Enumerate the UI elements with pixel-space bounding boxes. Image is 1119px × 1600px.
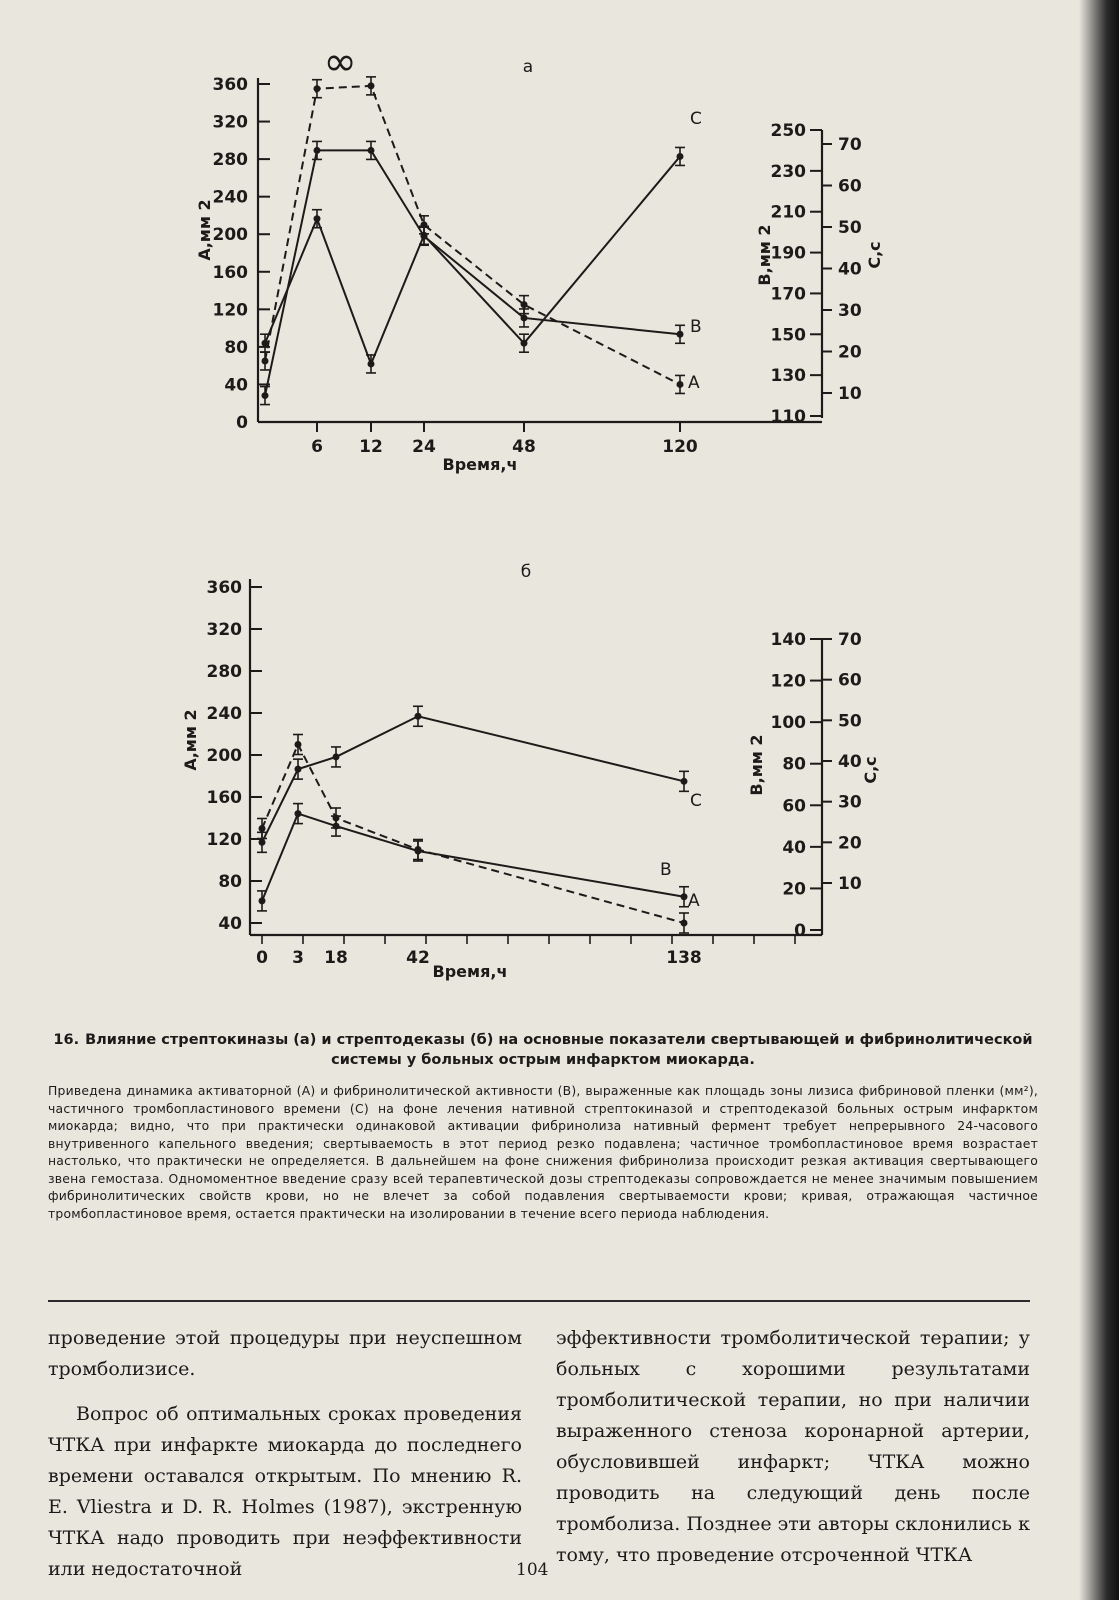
tick-label-a-right-c: 40 xyxy=(838,259,862,280)
separator-rule xyxy=(48,1300,1030,1302)
series-b-line-B xyxy=(262,814,684,901)
tick-label-a-left: 200 xyxy=(212,225,248,246)
figure-caption xyxy=(48,1030,1038,1222)
tick-label-a-left: 80 xyxy=(224,337,248,358)
tick-label-b-x: 42 xyxy=(406,948,430,968)
infinity-symbol: ∞ xyxy=(323,39,357,85)
tick-label-a-x: 12 xyxy=(359,437,383,457)
tick-label-a-x: 6 xyxy=(311,437,323,457)
tick-label-a-left: 40 xyxy=(224,375,248,396)
caption-title xyxy=(48,1030,1038,1070)
tick-label-b-right-b: 140 xyxy=(770,630,806,650)
paragraph: проведение этой процедуры при неуспешном тромболизисе. xyxy=(48,1327,522,1380)
tick-label-b-right-c: 20 xyxy=(838,833,862,854)
tick-label-b-right-b: 100 xyxy=(770,713,806,734)
tick-label-b-left: 280 xyxy=(206,662,242,682)
tick-label-a-right-c: 30 xyxy=(838,301,862,321)
tick-label-a-left: 160 xyxy=(212,262,248,283)
tick-label-a-right-b: 230 xyxy=(770,161,806,182)
tick-label-b-right-b: 40 xyxy=(782,837,806,858)
tick-label-b-x: 0 xyxy=(256,948,268,968)
tick-label-b-left: 200 xyxy=(206,746,242,766)
tick-label-b-left: 120 xyxy=(206,830,242,850)
figure-number: 16. xyxy=(53,1032,80,1048)
tick-label-a-x: 24 xyxy=(412,437,436,457)
tick-label-a-left: 320 xyxy=(212,112,248,133)
series-a-line-C xyxy=(265,156,680,364)
tick-label-a-right-b: 170 xyxy=(770,284,806,305)
tick-label-a-right-c: 70 xyxy=(838,135,862,155)
curve-label-a-B: В xyxy=(690,317,702,337)
tick-label-a-left: 360 xyxy=(212,75,248,95)
curve-label-b-C: С xyxy=(690,791,702,811)
left-column xyxy=(48,1323,522,1599)
series-b-line-A xyxy=(262,745,684,924)
tick-label-a-right-b: 190 xyxy=(770,243,806,264)
tick-label-b-x: 18 xyxy=(324,948,348,968)
tick-label-b-right-c: 70 xyxy=(838,630,862,650)
tick-label-a-right-b: 130 xyxy=(770,366,806,387)
tick-label-a-right-c: 50 xyxy=(838,218,862,238)
tick-label-b-right-c: 50 xyxy=(838,711,862,732)
tick-label-b-left: 80 xyxy=(218,872,242,892)
tick-label-b-left: 320 xyxy=(206,620,242,640)
body-text xyxy=(48,1323,1030,1599)
tick-label-b-left: 360 xyxy=(206,578,242,598)
axis-title-b-right-c: С,с xyxy=(861,756,880,784)
right-column xyxy=(556,1323,1030,1599)
tick-label-a-right-b: 210 xyxy=(770,202,806,223)
page-number: 104 xyxy=(516,1560,549,1580)
tick-label-b-x: 138 xyxy=(666,948,702,968)
tick-label-a-right-c: 60 xyxy=(838,176,862,197)
axis-title-b-x: Время,ч xyxy=(432,962,508,981)
panel-letter-a: а xyxy=(522,57,534,77)
curve-label-a-A: А xyxy=(688,373,700,393)
tick-label-a-left: 240 xyxy=(212,187,248,208)
series-a-line-B xyxy=(265,150,680,395)
curve-label-a-C: С xyxy=(690,109,702,129)
axis-title-a-left: А,мм 2 xyxy=(195,199,214,261)
tick-label-a-x: 120 xyxy=(662,437,698,457)
tick-label-b-right-b: 0 xyxy=(794,921,806,941)
tick-label-a-right-b: 150 xyxy=(770,325,806,346)
axis-title-b-right-b: В,мм 2 xyxy=(747,734,766,796)
tick-label-b-right-b: 80 xyxy=(782,754,806,775)
caption-body: Приведена динамика активаторной (А) и фибринолитической активности (В), выраженные как площадь зоны лизиса фибриновой пленки (мм²), частичного тромбопластинового времени (С) на фоне лечения нативной стрептокиназой и стрептодеказой больных острым инфарктом миокарда; видно, что при практически одинаковой активации фибринолиза нативный фермент требует непрерывного 24-часового внутривенного капельного введения; свертываемость в этот период резко подавлена; частичное тромбопластиновое время возрастает настолько, что практически не определяется. В дальнейшем на фоне снижения фибринолиза происходит резкая активация свертывающего звена гемостаза. Одномоментное введение сразу всей терапевтической дозы стрептодеказы сопровождается не менее значимым повышением фибринолитических свойств крови, но не влечет за собой подавления свертываемости крови; кривая, отражающая частичное тромбопластиновое время, остается практически на изолировании в течение всего периода наблюдения. xyxy=(48,1083,1038,1221)
panel-letter-b: б xyxy=(520,562,532,582)
tick-label-b-right-c: 30 xyxy=(838,792,862,813)
axis-title-a-right-c: С,с xyxy=(865,241,884,269)
tick-label-a-left: 120 xyxy=(212,300,248,321)
axis-title-a-x: Время,ч xyxy=(442,455,518,474)
tick-label-a-left: 0 xyxy=(236,413,248,433)
tick-label-a-right-c: 10 xyxy=(838,384,862,404)
tick-label-a-right-b: 110 xyxy=(770,407,806,427)
caption-title-text: Влияние стрептокиназы (а) и стрептодеказы (б) на основные показатели свертывающей и фибринолитической системы у больных острым инфарктом миокарда. xyxy=(85,1032,1033,1068)
tick-label-b-right-b: 60 xyxy=(782,796,806,817)
tick-label-b-right-b: 120 xyxy=(770,671,806,692)
tick-label-b-left: 240 xyxy=(206,704,242,724)
tick-label-b-right-b: 20 xyxy=(782,879,806,900)
tick-label-b-left: 40 xyxy=(218,914,242,934)
tick-label-a-right-c: 20 xyxy=(838,342,862,363)
tick-label-a-right-b: 250 xyxy=(770,121,806,141)
tick-label-b-right-c: 60 xyxy=(838,670,862,691)
series-a-line-A xyxy=(265,86,680,385)
curve-label-b-A: А xyxy=(688,891,700,911)
axis-title-a-right-b: В,мм 2 xyxy=(755,224,774,286)
tick-label-b-x: 3 xyxy=(292,948,304,968)
tick-label-b-right-c: 40 xyxy=(838,752,862,772)
tick-label-b-right-c: 10 xyxy=(838,874,862,894)
curve-label-b-B: В xyxy=(660,860,672,880)
tick-label-b-left: 160 xyxy=(206,788,242,808)
paragraph: эффективности тромболитической терапии; у больных с хорошими результатами тромболитической терапии, но при наличии выраженного стеноза коронарной артерии, обусловившей инфаркт; ЧТКА можно проводить на следующий день после тромболиза. Позднее эти авторы склонились к тому, что проведение отсроченной ЧТКА xyxy=(556,1327,1030,1566)
paragraph: Вопрос об оптимальных сроках проведения ЧТКА при инфаркте миокарда до последнего времени оставался открытым. По мнению R. E. Vliestra и D. R. Holmes (1987), экстренную ЧТКА надо проводить при неэффективности или недостаточной xyxy=(48,1403,522,1580)
axis-title-b-left: А,мм 2 xyxy=(181,709,200,771)
tick-label-a-left: 280 xyxy=(212,150,248,171)
tick-label-a-x: 48 xyxy=(512,437,536,457)
